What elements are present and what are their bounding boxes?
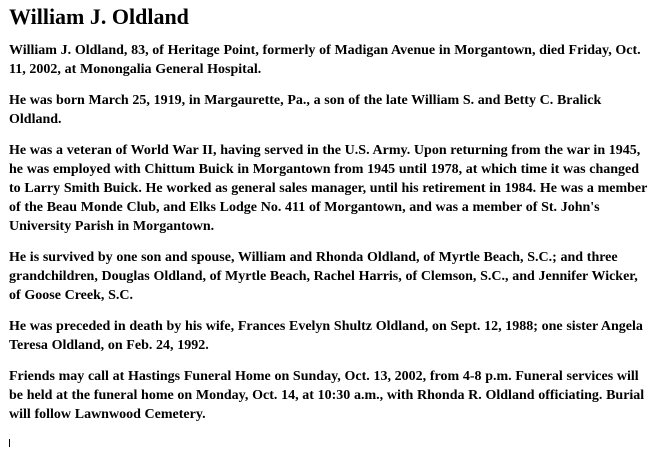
- page-title: William J. Oldland: [9, 4, 189, 29]
- paragraph-birth: He was born March 25, 1919, in Margaurette, Pa., a son of the late William S. and Betty C. Bralick Oldland.: [9, 93, 602, 127]
- paragraph-preceded-in-death: He was preceded in death by his wife, Frances Evelyn Shultz Oldland, on Sept. 12, 1988; one sister Angela Teresa Oldland, on Feb. 24, 1992.: [9, 319, 643, 353]
- paragraph-career: He was a veteran of World War II, having served in the U.S. Army. Upon returning from the war in 1945, he was employed with Chittum Buick in Morgantown from 1945 until 1978, at which time it was changed to Larry Smith Buick. He worked as general sales manager, until his retirement in 1984. He was a member of the Beau Monde Club, and Elks Lodge No. 411 of Morgantown, and was a member of St. John's University Parish in Morgantown.: [9, 143, 648, 234]
- paragraph-survivors: He is survived by one son and spouse, William and Rhonda Oldland, of Myrtle Beach, S.C.; and three grandchildren, Douglas Oldland, of Myrtle Beach, Rachel Harris, of Clemson, S.C., and Jennifer Wicker, of Goose Creek, S.C.: [9, 250, 638, 303]
- page-edge-mark: [9, 439, 10, 447]
- paragraph-death-notice: William J. Oldland, 83, of Heritage Point, formerly of Madigan Avenue in Morgantown, died Friday, Oct. 11, 2002, at Monongalia General Hospital.: [9, 43, 641, 77]
- paragraph-services: Friends may call at Hastings Funeral Home on Sunday, Oct. 13, 2002, from 4-8 p.m. Funeral services will be held at the funeral home on Monday, Oct. 14, at 10:30 a.m., with Rhonda R. Oldland officiating. Burial will follow Lawnwood Cemetery.: [9, 369, 645, 422]
